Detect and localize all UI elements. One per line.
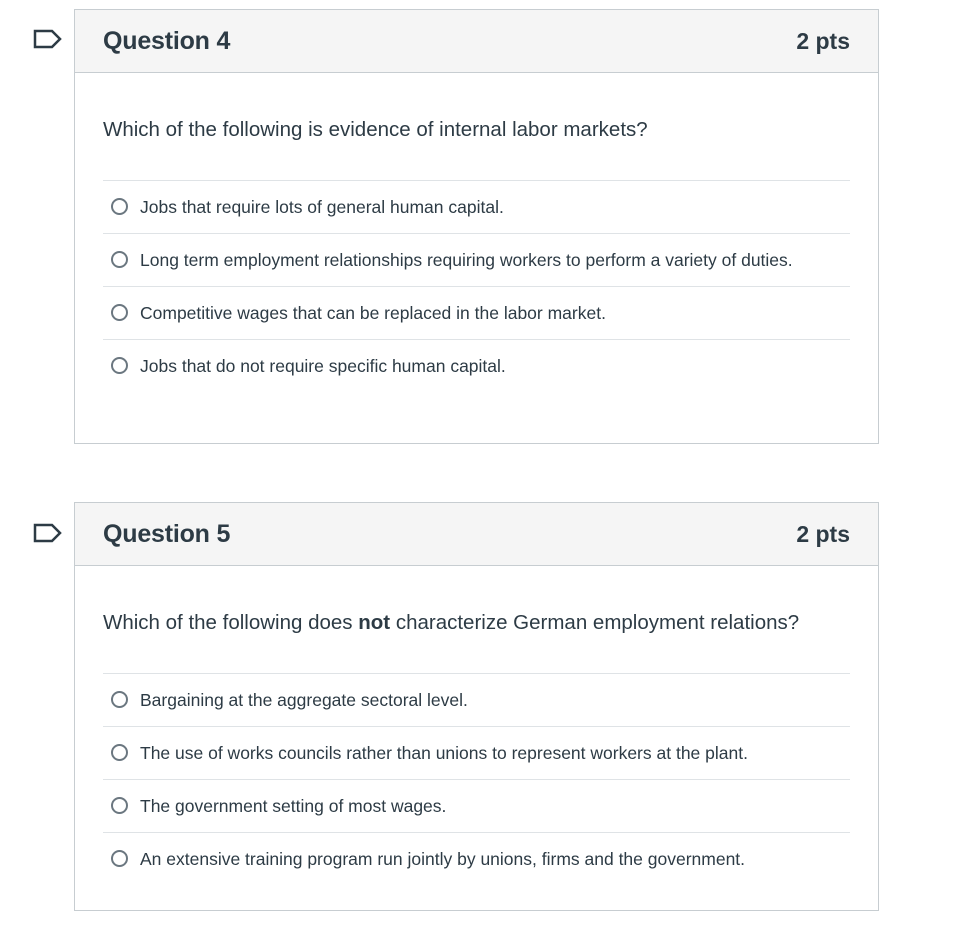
question-4-card: [74, 9, 879, 444]
radio-button[interactable]: [111, 357, 128, 374]
radio-button[interactable]: [111, 850, 128, 867]
answer-option[interactable]: [103, 674, 850, 727]
question-4-header: [75, 10, 878, 73]
question-5-header: [75, 503, 878, 566]
answer-option[interactable]: [103, 727, 850, 780]
answer-option[interactable]: [103, 833, 850, 885]
answer-label: Jobs that do not require specific human capital.: [140, 356, 506, 376]
radio-button[interactable]: [111, 691, 128, 708]
answer-option[interactable]: [103, 780, 850, 833]
question-5-card: [74, 502, 879, 911]
answer-label: The government setting of most wages.: [140, 796, 447, 816]
question-text: [103, 610, 850, 636]
question-title: Question 4: [103, 26, 231, 55]
answer-option[interactable]: [103, 287, 850, 340]
answer-option[interactable]: [103, 181, 850, 234]
question-text-emphasis: not: [358, 611, 391, 634]
question-text-before: Which of the following does: [103, 611, 359, 634]
radio-button[interactable]: [111, 198, 128, 215]
question-title: Question 5: [103, 519, 231, 548]
radio-button[interactable]: [111, 744, 128, 761]
answer-label: An extensive training program run jointly by unions, firms and the government.: [140, 849, 746, 869]
answer-option[interactable]: [103, 234, 850, 287]
radio-button[interactable]: [111, 797, 128, 814]
answer-label: Long term employment relationships requiring workers to perform a variety of duties.: [140, 250, 793, 270]
question-text: Which of the following is evidence of internal labor markets?: [103, 118, 648, 141]
answer-list: [103, 180, 850, 392]
answer-label: Competitive wages that can be replaced in the labor market.: [140, 303, 606, 323]
flag-question-5-icon[interactable]: [33, 523, 63, 543]
answer-label: The use of works councils rather than unions to represent workers at the plant.: [140, 743, 748, 763]
question-text-after: characterize German employment relations?: [390, 611, 800, 634]
question-4-body: [75, 73, 878, 392]
question-5-body: [75, 566, 878, 885]
question-points: 2 pts: [796, 520, 850, 547]
answer-option[interactable]: [103, 340, 850, 392]
question-points: 2 pts: [796, 27, 850, 54]
answer-list: [103, 673, 850, 885]
answer-label: Jobs that require lots of general human capital.: [140, 197, 504, 217]
radio-button[interactable]: [111, 304, 128, 321]
radio-button[interactable]: [111, 251, 128, 268]
flag-question-4-icon[interactable]: [33, 29, 63, 49]
answer-label: Bargaining at the aggregate sectoral level.: [140, 690, 468, 710]
